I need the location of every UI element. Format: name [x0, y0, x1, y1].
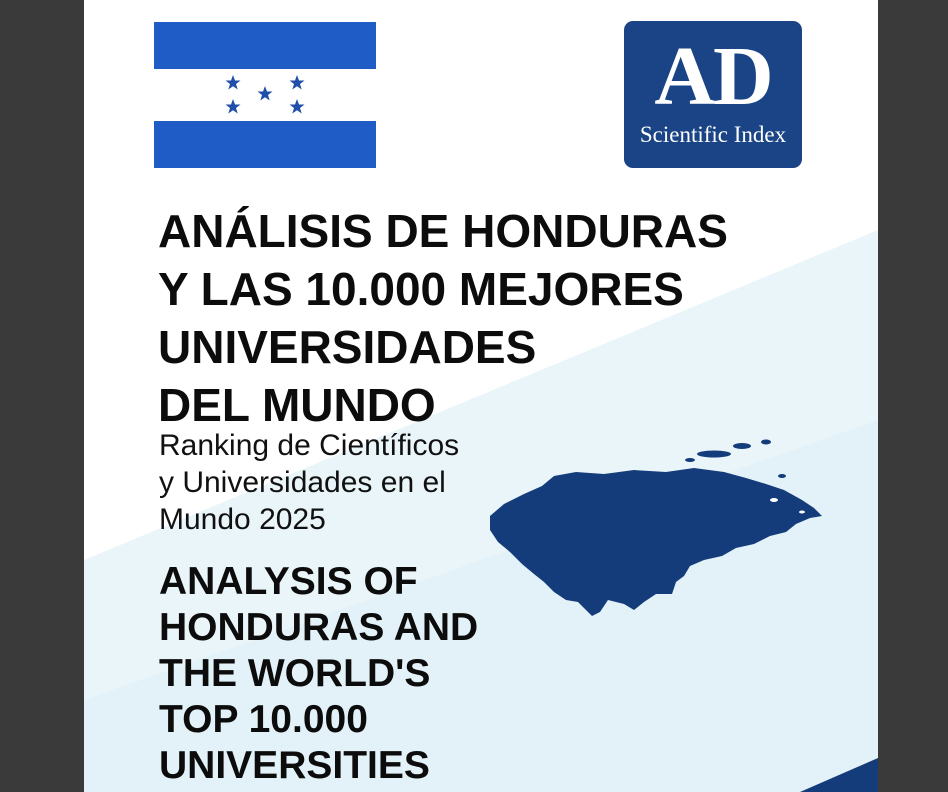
ad-scientific-index-logo	[624, 21, 802, 168]
subtitle-line: Ranking de Científicos	[159, 429, 460, 462]
english-title	[159, 559, 478, 789]
subtitle-line: Mundo 2025	[159, 503, 326, 536]
logo-mark: AD	[654, 30, 772, 123]
corner-accent	[800, 758, 878, 792]
logo-subtitle: Scientific Index	[639, 122, 787, 147]
honduras-map-icon	[484, 432, 830, 637]
spanish-title-line: Y LAS 10.000 MEJORES	[158, 263, 684, 315]
subtitle-line: y Universidades en el	[159, 466, 446, 499]
spanish-subtitle	[159, 427, 459, 538]
english-title-line: TOP 10.000	[159, 698, 368, 741]
spanish-title-line: ANÁLISIS DE HONDURAS	[158, 205, 728, 257]
spanish-title-line: UNIVERSIDADES	[158, 321, 537, 373]
poster	[84, 0, 878, 792]
english-title-line: ANALYSIS OF	[159, 560, 418, 603]
english-title-line: THE WORLD'S	[159, 652, 431, 695]
english-title-line: HONDURAS AND	[159, 606, 479, 649]
spanish-title	[158, 202, 728, 434]
honduras-flag-icon	[154, 22, 376, 168]
spanish-title-line: DEL MUNDO	[158, 379, 436, 431]
english-title-line: UNIVERSITIES	[159, 744, 430, 787]
